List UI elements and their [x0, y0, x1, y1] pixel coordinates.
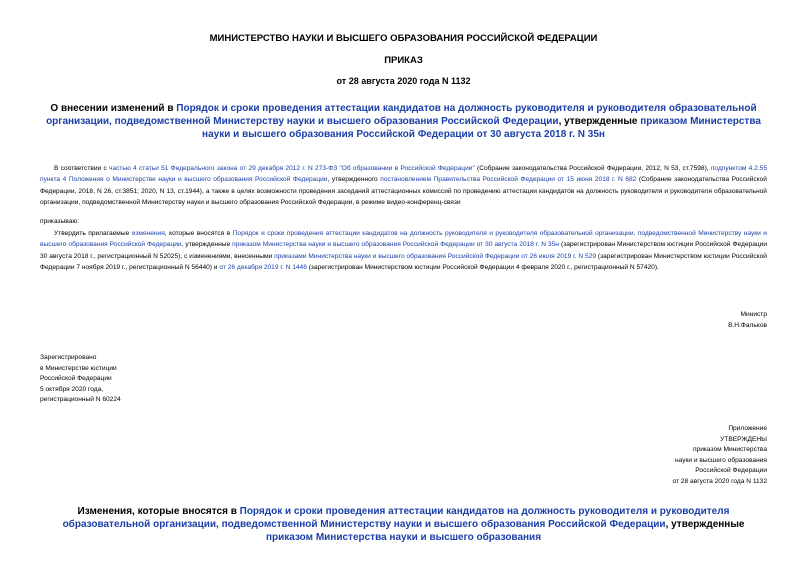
preamble-text-1: В соответствии с	[54, 165, 107, 172]
approve-text-5: (зарегистрирован Министерством юстиции Российской Федерации 7 ноября 2019 г., регистрационный N 56440) и	[40, 252, 767, 272]
approve-text-1: Утвердить прилагаемые	[54, 230, 130, 237]
changes-title-middle: , утвержденные	[665, 519, 745, 530]
procedure-link[interactable]: Порядок и сроки проведения аттестации кандидатов на должность руководителя и руководителя образовательной организации, подведомственной Министерству науки и высшего образования Российской Федерации	[46, 103, 757, 127]
title-middle: , утвержденные	[558, 116, 638, 127]
document-title	[40, 102, 767, 141]
federal-law-link[interactable]: частью 4 статьи 51 Федерального закона от 29 декабря 2012 г. N 273-ФЗ "Об образовании в Российской Федерации"	[109, 165, 475, 172]
changes-title-prefix: Изменения, которые вносятся в	[77, 506, 237, 517]
appendix-line: приказом Министерства	[692, 446, 767, 453]
approve-text-4: (зарегистрирован Министерством юстиции Российской Федерации 30 августа 2018 г., регистрационный N 52025), с изменениями, внесенными	[40, 241, 768, 260]
appendix-line: Приложение	[728, 425, 767, 432]
approve-paragraph	[40, 228, 767, 274]
order-35n-link-2[interactable]: приказом Министерства науки и высшего образования Российской Федерации от 30 августа 2018 г. N 35н	[232, 241, 560, 249]
appendix-line: от 28 августа 2020 года N 1132	[672, 477, 767, 485]
order-date-number: от 28 августа 2020 года N 1132	[336, 76, 471, 86]
signature-position: Министр	[740, 311, 767, 318]
preamble-text-4: (Собрание законодательства Российской Федерации, 2018, N 26, ст.3851; 2020, N 13, ст.1944), а также в целях возможности проведения заседаний аттестационных комиссий по проведению аттестации кандидатов на должность руководителя и руководителя образовательной организации, подведомственной Министерству науки и высшего образования Российской Федерации, в режиме видео-конференц-связи	[40, 176, 767, 207]
ministry-header: МИНИСТЕРСТВО НАУКИ И ВЫСШЕГО ОБРАЗОВАНИЯ РОССИЙСКОЙ ФЕДЕРАЦИИ	[209, 33, 598, 44]
doc-type: ПРИКАЗ	[384, 55, 423, 66]
appendix-block	[673, 424, 767, 487]
appendix-line: науки и высшего образования	[674, 456, 767, 464]
appendix-line: Российской Федерации	[695, 467, 767, 474]
title-prefix: О внесении изменений в	[50, 103, 174, 114]
procedure-link-2[interactable]: Порядок и сроки проведения аттестации кандидатов на должность руководителя и руководителя образовательной организации, подведомственной Министерству науки и высшего образования Российской Федерации	[40, 230, 767, 249]
appendix-line: УТВЕРЖДЕНЫ	[720, 435, 767, 443]
preamble-paragraph	[40, 163, 767, 209]
order-35n-link[interactable]: приказом Министерства науки и высшего образования Российской Федерации от 30 августа 2018 г. N 35н	[202, 116, 761, 140]
registration-block	[40, 353, 121, 406]
order-ministry-link[interactable]: приказом Министерства науки и высшего образования	[265, 532, 542, 543]
approve-text-3: , утвержденные	[181, 241, 231, 249]
registration-line: 5 октября 2020 года,	[40, 385, 104, 393]
changes-link[interactable]: изменения	[131, 230, 165, 237]
approve-text-6: (зарегистрирован Министерством юстиции Российской Федерации 4 февраля 2020 г., регистрационный N 57420).	[306, 264, 659, 272]
registration-line: в Министерстве юстиции	[40, 364, 117, 372]
signature-name: В.Н.Фальков	[728, 322, 767, 329]
order-1446-link[interactable]: от 26 декабря 2019 г. N 1446	[219, 264, 307, 272]
approve-text-2: , которые вносятся в	[164, 230, 231, 237]
changes-title	[40, 505, 767, 571]
government-decree-link[interactable]: постановлением Правительства Российской Федерации от 15 июня 2018 г. N 682	[380, 176, 637, 184]
registration-line: Российской Федерации	[40, 375, 112, 382]
procedure-link-3[interactable]: Порядок и сроки проведения аттестации кандидатов на должность руководителя и руководителя образовательной организации, подведомственной Министерству науки и высшего образования Российской Федерации	[62, 506, 730, 530]
registration-line: регистрационный N 60224	[40, 396, 121, 403]
preamble-text-2: (Собрание законодательства Российской Федерации, 2012, N 53, ст.7598),	[474, 165, 709, 172]
order-word: приказываю:	[40, 218, 80, 225]
order-529-link[interactable]: приказами Министерства науки и высшего образования Российской Федерации от 26 июля 2019 г. N 529	[274, 252, 597, 260]
registration-line: Зарегистрировано	[40, 354, 97, 361]
preamble-text-3: , утвержденного	[327, 176, 378, 184]
regulation-subpoint-link[interactable]: подпунктом 4.2.55 пункта 4 Положения о Министерстве науки и высшего образования Российской Федерации	[40, 165, 767, 184]
